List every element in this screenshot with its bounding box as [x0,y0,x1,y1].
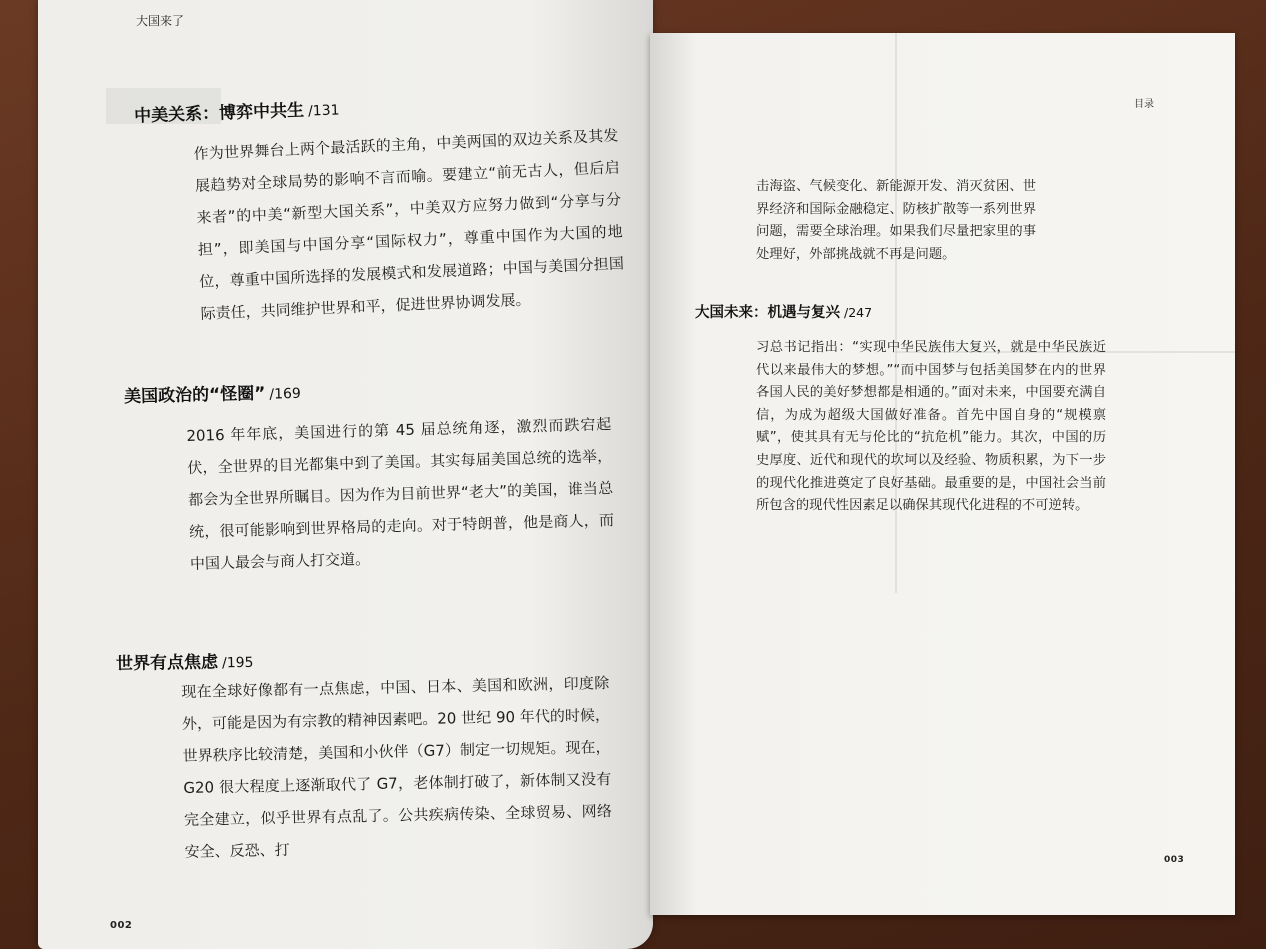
section-page-ref: /195 [221,654,254,672]
section-summary: 作为世界舞台上两个最活跃的主角，中美两国的双边关系及其发展趋势对全球局势的影响不言而喻。要建立“前无古人，但后启来者”的中美“新型大国关系”，中美双方应努力做到“分享与分担”，即美国与中国分享“国际权力”，尊重中国作为大国的地位，尊重中国所选择的发展模式和发展道路；中国与美国分担国际责任，共同维护世界和平，促进世界协调发展。 [193,126,625,323]
section-page-ref: /169 [269,385,302,403]
section-summary: 习总书记指出：“实现中华民族伟大复兴，就是中华民族近代以来最伟大的梦想。”“而中国梦与包括美国梦在内的世界各国人民的美好梦想都是相通的。”面对未来，中国要充满自信，为成为超级大国做好准备。首先中国自身的“规模禀赋”，使其具有无与伦比的“抗危机”能力。其次，中国的历史厚度、近代和现代的坎坷以及经验、物质积累，为下一步的现代化推进奠定了良好基础。最重要的是，中国社会当前所包含的现代性因素足以确保其现代化进程的不可逆转。 [756,340,1106,514]
section-heading [116,647,254,674]
page-number: 003 [1164,855,1185,865]
section-page-ref: /131 [307,102,340,120]
page-number: 002 [110,920,133,931]
section-summary: 2016 年年底，美国进行的第 45 届总统角逐，激烈而跌宕起伏，全世界的目光都集中到了美国。其实每届美国总统的选举，都会为全世界所瞩目。因为作为目前世界“老大”的美国，谁当总统，很可能影响到世界格局的走向。对于特朗普，他是商人，而中国人最会与商人打交道。 [186,415,615,573]
section-page-ref: /247 [844,305,873,320]
running-head: 目录 [1134,99,1154,110]
section-summary: 现在全球好像都有一点焦虑，中国、日本、美国和欧洲，印度除外，可能是因为有宗教的精神因素吧。20 世纪 90 年代的时候，世界秩序比较清楚，美国和小伙伴（G7）制定一切规矩。现在，G20 很大程度上逐渐取代了 G7，老体制打破了，新体制又没有完全建立，似乎世界有点乱了。公共疾病传染、全球贸易、网络安全、反恐、打 [181,674,613,861]
section-title: 世界有点焦虑 [115,652,219,675]
continued-summary: 击海盗、气候变化、新能源开发、消灭贫困、世界经济和国际金融稳定、防核扩散等一系列世界问题，需要全球治理。如果我们尽量把家里的事处理好，外部挑战就不再是问题。 [756,179,1036,262]
section-title: 美国政治的“怪圈” [123,383,266,408]
section-heading [124,378,301,407]
section-title: 大国未来：机遇与复兴 [695,305,840,321]
section-title: 中美关系：博弈中共生 [133,100,305,127]
right-page [650,33,1235,915]
section-heading [695,301,872,322]
left-page [38,0,653,949]
running-head: 大国来了 [136,14,185,28]
